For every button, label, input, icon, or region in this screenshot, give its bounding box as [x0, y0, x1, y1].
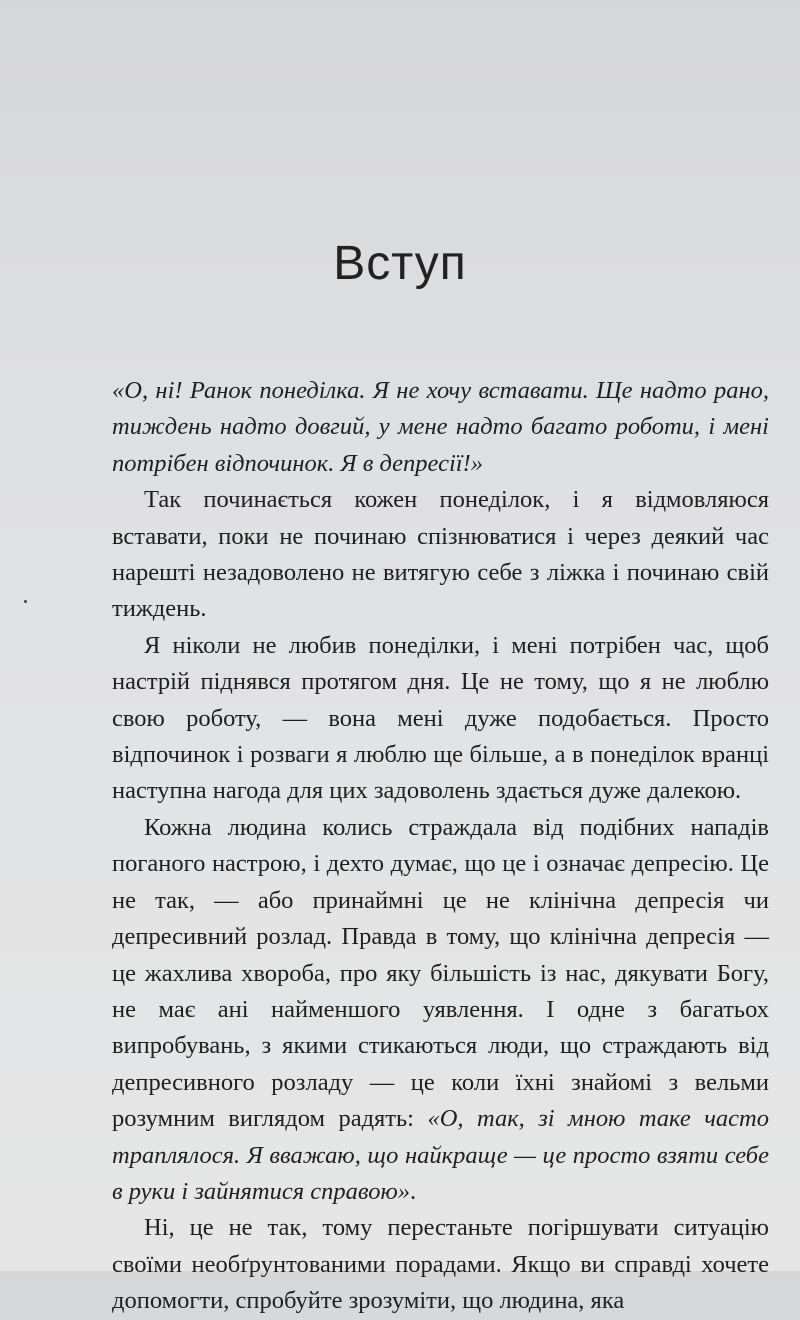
chapter-title: Вступ: [333, 237, 467, 290]
paragraph-4-text: Кожна людина колись страждала від подібних нападів поганого настрою, і дехто думає, що це і означає депресію. Це не так, — або принаймні це не клінічна депресія чи депресивний розлад. Правда в тому, що клінічна депресія — це жахлива хвороба, про яку більшість із нас, дякувати Богу, не має ані найменшого уявлення. І одне з багатьох випробувань, з якими стикаються люди, що страждають від депресивного розладу — це коли їхні знайомі з вельми розумним виглядом радять:: [112, 813, 769, 1133]
chapter-body: [112, 373, 769, 1320]
paragraph-2: Так починається кожен понеділок, і я відмовляюся вставати, поки не починаю спізнюватися і через деякий час нарешті незадоволено не витягую себе з ліжка і починаю свій тиждень.: [112, 486, 769, 623]
paragraph-4: [112, 810, 769, 1210]
paragraph-4-quote: «О, так, зі мною таке часто траплялося. Я вважаю, що найкраще — це просто взяти себе в руки і зайнятися справою»: [112, 1105, 769, 1205]
paragraph-opening-quote: «О, ні! Ранок понеділка. Я не хочу вставати. Ще надто рано, тиждень надто довгий, у мене надто багато роботи, і мені потрібен відпочинок. Я в депресії!»: [112, 377, 769, 477]
paper-speck: [24, 600, 27, 603]
paragraph-4-end: .: [409, 1177, 417, 1205]
paragraph-5: Ні, це не так, тому перестаньте погіршувати ситуацію своїми необґрунтованими порадами. Якщо ви справді хочете допомогти, спробуйте зрозуміти, що людина, яка: [112, 1214, 769, 1315]
paragraph-3: Я ніколи не любив понеділки, і мені потрібен час, щоб настрій піднявся протягом дня. Це не тому, що я не люблю свою роботу, — вона мені дуже подобається. Просто відпочинок і розваги я люблю ще більше, а в понеділок вранці наступна нагода для цих задоволень здається дуже далекою.: [112, 631, 769, 805]
